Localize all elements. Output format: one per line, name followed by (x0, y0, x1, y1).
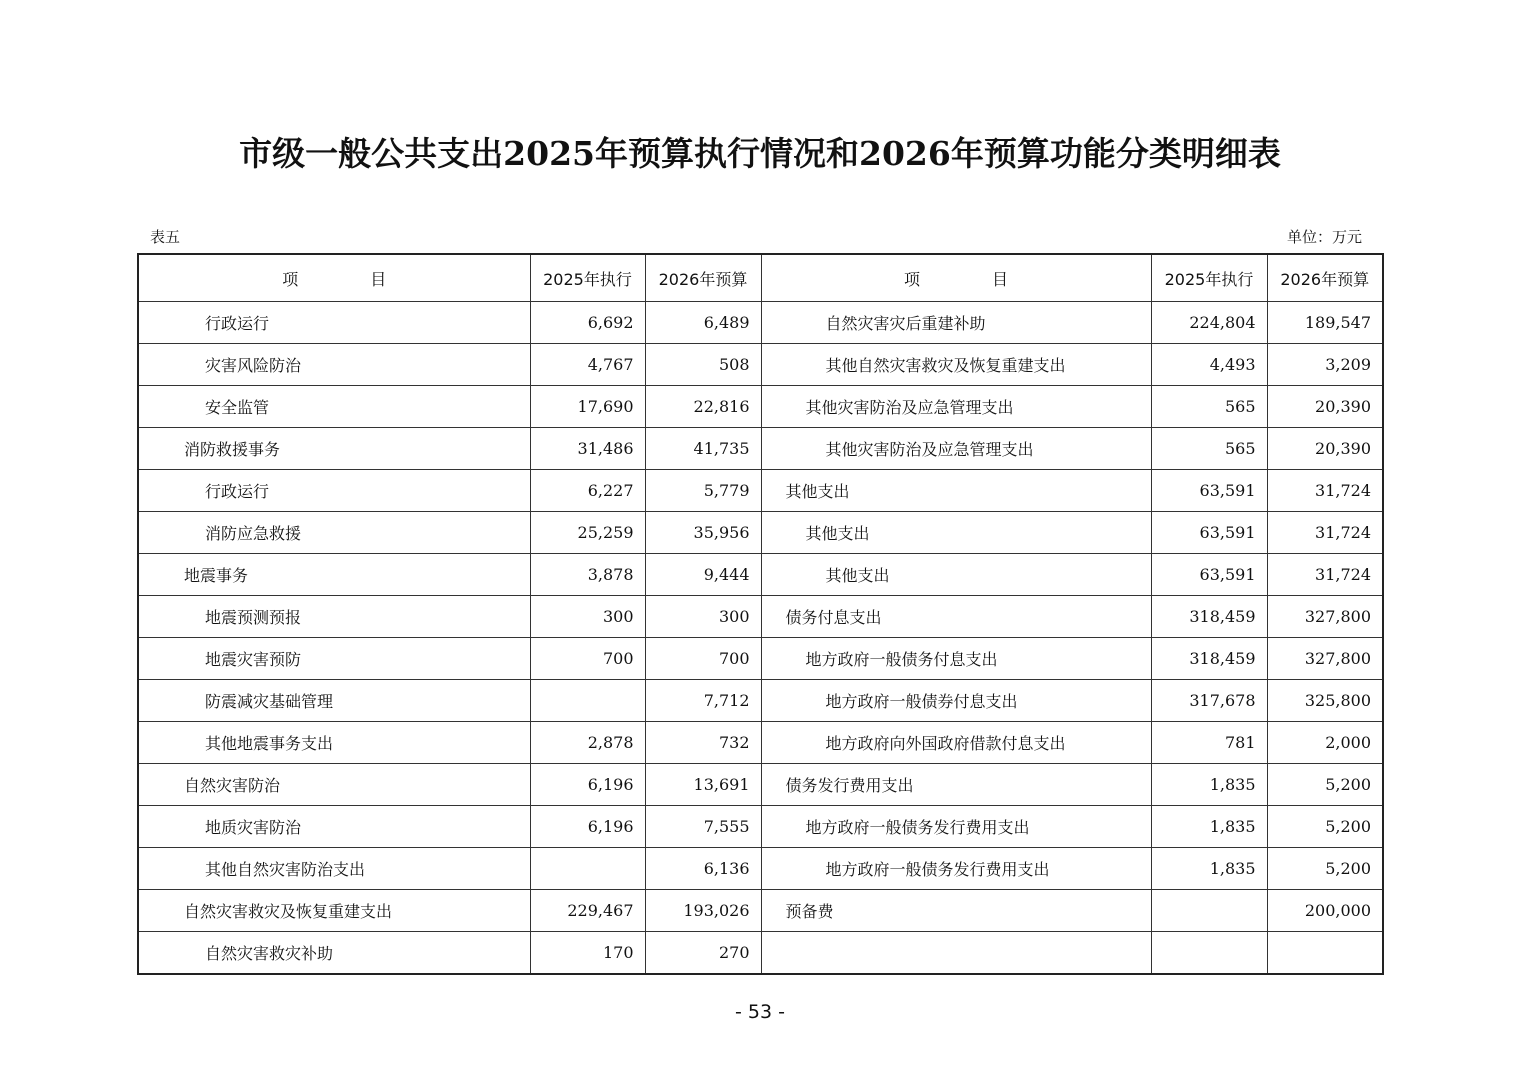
header-item-char-b: 目 (370, 269, 387, 289)
left-exec-value: 4,767 (530, 344, 645, 386)
left-budget-value: 732 (645, 722, 761, 764)
right-exec-value: 318,459 (1151, 596, 1267, 638)
right-item-name: 其他支出 (761, 512, 1151, 554)
table-row (138, 512, 1383, 554)
table-row (138, 554, 1383, 596)
right-exec-value: 565 (1151, 428, 1267, 470)
left-exec-value: 3,878 (530, 554, 645, 596)
right-budget-value: 325,800 (1267, 680, 1383, 722)
header-item-char-b: 目 (992, 269, 1009, 289)
table-row (138, 806, 1383, 848)
left-budget-value: 22,816 (645, 386, 761, 428)
right-budget-value: 31,724 (1267, 470, 1383, 512)
table-row (138, 596, 1383, 638)
table-row (138, 764, 1383, 806)
right-item-name: 债务付息支出 (761, 596, 1151, 638)
left-item-name: 安全监管 (138, 386, 530, 428)
left-item-name: 地质灾害防治 (138, 806, 530, 848)
header-budget-2026-right: 2026年预算 (1267, 254, 1383, 302)
table-row (138, 848, 1383, 890)
left-exec-value: 170 (530, 932, 645, 975)
left-item-name: 行政运行 (138, 302, 530, 344)
page-number: - 53 - (735, 1001, 785, 1023)
header-exec-2025-left: 2025年执行 (530, 254, 645, 302)
right-budget-value: 5,200 (1267, 848, 1383, 890)
table-row (138, 386, 1383, 428)
table-row (138, 680, 1383, 722)
right-item-name: 其他支出 (761, 554, 1151, 596)
right-budget-value: 31,724 (1267, 554, 1383, 596)
right-budget-value: 5,200 (1267, 806, 1383, 848)
left-item-name: 行政运行 (138, 470, 530, 512)
right-budget-value (1267, 932, 1383, 975)
left-budget-value: 41,735 (645, 428, 761, 470)
header-budget-2026-left: 2026年预算 (645, 254, 761, 302)
left-budget-value: 13,691 (645, 764, 761, 806)
left-exec-value: 6,196 (530, 764, 645, 806)
left-item-name: 地震事务 (138, 554, 530, 596)
right-item-name: 地方政府向外国政府借款付息支出 (761, 722, 1151, 764)
left-item-name: 地震灾害预防 (138, 638, 530, 680)
right-item-name: 其他自然灾害救灾及恢复重建支出 (761, 344, 1151, 386)
right-exec-value: 4,493 (1151, 344, 1267, 386)
left-exec-value: 6,227 (530, 470, 645, 512)
right-exec-value: 318,459 (1151, 638, 1267, 680)
left-budget-value: 9,444 (645, 554, 761, 596)
left-budget-value: 508 (645, 344, 761, 386)
left-exec-value (530, 680, 645, 722)
right-exec-value: 224,804 (1151, 302, 1267, 344)
right-budget-value: 327,800 (1267, 638, 1383, 680)
right-exec-value (1151, 890, 1267, 932)
table-row (138, 302, 1383, 344)
table-row (138, 932, 1383, 975)
left-budget-value: 270 (645, 932, 761, 975)
budget-table (137, 253, 1384, 975)
left-item-name: 消防救援事务 (138, 428, 530, 470)
right-budget-value: 5,200 (1267, 764, 1383, 806)
page-title: 市级一般公共支出2025年预算执行情况和2026年预算功能分类明细表 (239, 134, 1281, 173)
right-budget-value: 31,724 (1267, 512, 1383, 554)
left-item-name: 防震减灾基础管理 (138, 680, 530, 722)
right-item-name: 自然灾害灾后重建补助 (761, 302, 1151, 344)
left-item-name: 其他自然灾害防治支出 (138, 848, 530, 890)
right-item-name: 地方政府一般债务付息支出 (761, 638, 1151, 680)
right-exec-value: 1,835 (1151, 848, 1267, 890)
left-budget-value: 6,489 (645, 302, 761, 344)
right-budget-value: 200,000 (1267, 890, 1383, 932)
left-budget-value: 5,779 (645, 470, 761, 512)
unit-label: 单位：万元 (1286, 228, 1362, 246)
left-budget-value: 7,712 (645, 680, 761, 722)
table-row (138, 344, 1383, 386)
right-item-name: 其他灾害防治及应急管理支出 (761, 386, 1151, 428)
right-exec-value: 63,591 (1151, 470, 1267, 512)
right-item-name: 预备费 (761, 890, 1151, 932)
header-item-char-a: 项 (903, 269, 920, 289)
left-budget-value: 7,555 (645, 806, 761, 848)
left-exec-value (530, 848, 645, 890)
left-budget-value: 300 (645, 596, 761, 638)
right-budget-value: 327,800 (1267, 596, 1383, 638)
left-item-name: 消防应急救援 (138, 512, 530, 554)
right-budget-value: 3,209 (1267, 344, 1383, 386)
right-exec-value: 565 (1151, 386, 1267, 428)
left-exec-value: 25,259 (530, 512, 645, 554)
right-budget-value: 2,000 (1267, 722, 1383, 764)
left-exec-value: 6,692 (530, 302, 645, 344)
table-row (138, 638, 1383, 680)
right-budget-value: 20,390 (1267, 386, 1383, 428)
left-budget-value: 193,026 (645, 890, 761, 932)
right-item-name: 地方政府一般债券付息支出 (761, 680, 1151, 722)
right-item-name: 地方政府一般债务发行费用支出 (761, 848, 1151, 890)
left-budget-value: 35,956 (645, 512, 761, 554)
left-item-name: 其他地震事务支出 (138, 722, 530, 764)
right-exec-value: 1,835 (1151, 764, 1267, 806)
table-row (138, 470, 1383, 512)
table-row (138, 428, 1383, 470)
right-budget-value: 20,390 (1267, 428, 1383, 470)
right-item-name: 债务发行费用支出 (761, 764, 1151, 806)
right-exec-value: 63,591 (1151, 512, 1267, 554)
right-item-name: 其他灾害防治及应急管理支出 (761, 428, 1151, 470)
left-item-name: 自然灾害防治 (138, 764, 530, 806)
left-exec-value: 2,878 (530, 722, 645, 764)
right-exec-value (1151, 932, 1267, 975)
right-exec-value: 317,678 (1151, 680, 1267, 722)
header-item-right (761, 254, 1151, 302)
left-exec-value: 6,196 (530, 806, 645, 848)
table-number: 表五 (150, 228, 181, 246)
right-exec-value: 781 (1151, 722, 1267, 764)
header-item-char-a: 项 (282, 269, 299, 289)
table-row (138, 890, 1383, 932)
header-exec-2025-right: 2025年执行 (1151, 254, 1267, 302)
left-budget-value: 6,136 (645, 848, 761, 890)
header-item-left (138, 254, 530, 302)
right-item-name (761, 932, 1151, 975)
left-exec-value: 31,486 (530, 428, 645, 470)
left-budget-value: 700 (645, 638, 761, 680)
right-item-name: 其他支出 (761, 470, 1151, 512)
left-item-name: 灾害风险防治 (138, 344, 530, 386)
table-row (138, 722, 1383, 764)
right-budget-value: 189,547 (1267, 302, 1383, 344)
left-item-name: 地震预测预报 (138, 596, 530, 638)
left-exec-value: 700 (530, 638, 645, 680)
left-item-name: 自然灾害救灾及恢复重建支出 (138, 890, 530, 932)
left-exec-value: 17,690 (530, 386, 645, 428)
right-exec-value: 63,591 (1151, 554, 1267, 596)
left-item-name: 自然灾害救灾补助 (138, 932, 530, 975)
left-exec-value: 229,467 (530, 890, 645, 932)
right-exec-value: 1,835 (1151, 806, 1267, 848)
left-exec-value: 300 (530, 596, 645, 638)
table-header-row (138, 254, 1383, 302)
right-item-name: 地方政府一般债务发行费用支出 (761, 806, 1151, 848)
